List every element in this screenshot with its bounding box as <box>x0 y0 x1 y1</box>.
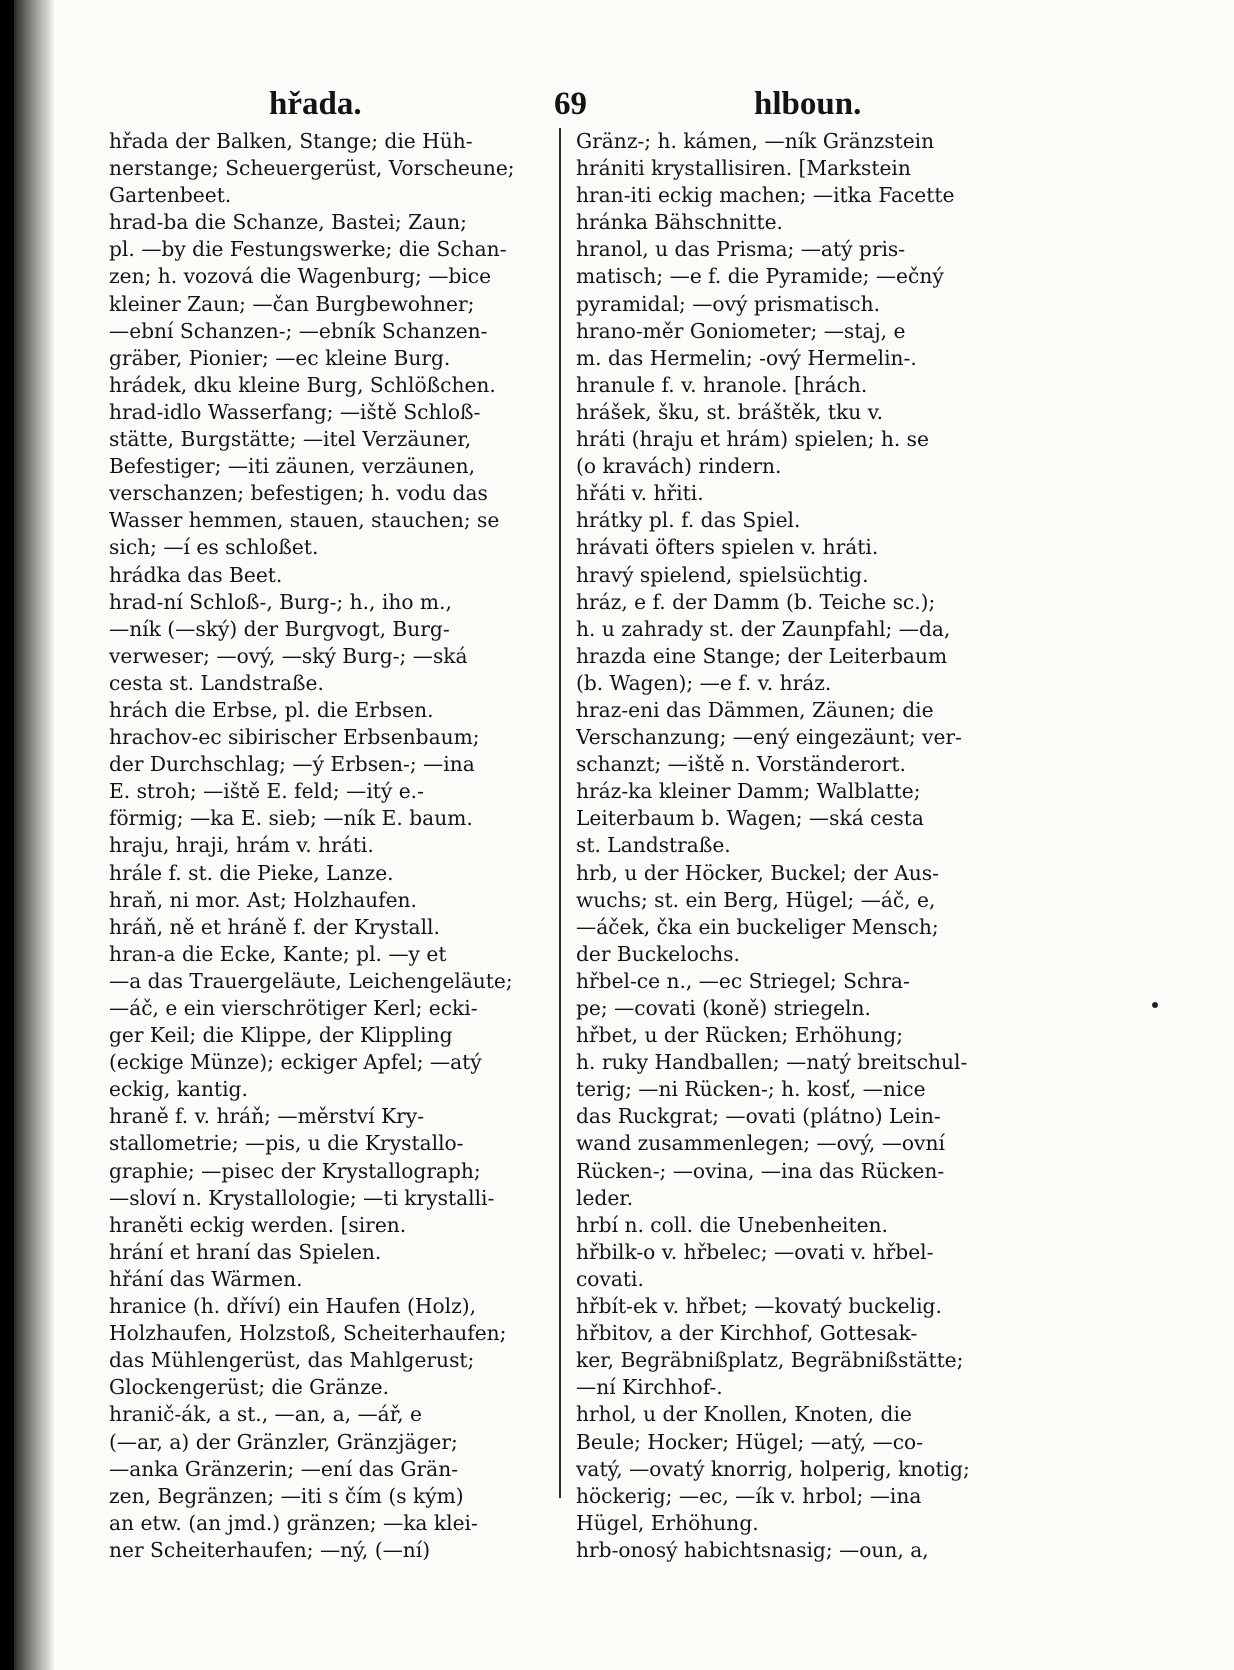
dictionary-line: nerstange; Scheuergerüst, Vorscheune; <box>109 156 515 181</box>
dictionary-line: das Mühlengerüst, das Mahlgerust; <box>109 1348 475 1373</box>
dictionary-line: stätte, Burgstätte; —itel Verzäuner, <box>109 427 472 452</box>
dictionary-line: hřáti v. hřiti. <box>576 481 704 506</box>
dictionary-line: hranule f. v. hranole. [hrách. <box>576 372 868 397</box>
dictionary-line: Rücken-; —ovina, —ina das Rücken- <box>576 1158 945 1183</box>
dictionary-line: ger Keil; die Klippe, der Klippling <box>109 1023 453 1048</box>
dictionary-line: h. ruky Handballen; —natý breitschul- <box>576 1050 968 1075</box>
dictionary-line: hráti (hraju et hrám) spielen; h. se <box>576 427 929 452</box>
dictionary-line: hrachov-ec sibirischer Erbsenbaum; <box>109 725 480 750</box>
left-column <box>109 128 549 1564</box>
dictionary-line: hrátky pl. f. das Spiel. <box>576 508 801 533</box>
dictionary-line: Glockengerüst; die Gränze. <box>109 1375 389 1400</box>
dictionary-line: pyramidal; —ový prismatisch. <box>576 291 881 316</box>
dictionary-line: Gartenbeet. <box>109 183 232 208</box>
dictionary-line: Hügel, Erhöhung. <box>576 1510 759 1535</box>
dictionary-line: hřbitov, a der Kirchhof, Gottesak- <box>576 1321 918 1346</box>
dictionary-line: verschanzen; befestigen; h. vodu das <box>109 481 488 506</box>
dictionary-page <box>14 0 1234 1670</box>
dictionary-line: hrano-měr Goniometer; —staj, e <box>576 318 906 343</box>
dictionary-line: eckig, kantig. <box>109 1077 248 1102</box>
dictionary-line: terig; —ni Rücken-; h. kosť, —nice <box>576 1077 926 1102</box>
dictionary-line: (b. Wagen); —e f. v. hráz. <box>576 670 832 695</box>
dictionary-line: pl. —by die Festungswerke; die Schan- <box>109 237 507 262</box>
dictionary-line: förmig; —ka E. sieb; —ník E. baum. <box>109 806 473 831</box>
dictionary-line: hrbí n. coll. die Unebenheiten. <box>576 1212 888 1237</box>
dictionary-line: ker, Begräbnißplatz, Begräbnißstätte; <box>576 1348 964 1373</box>
dictionary-line: hrhol, u der Knollen, Knoten, die <box>576 1402 912 1427</box>
dictionary-line: hran-iti eckig machen; —itka Facette <box>576 183 955 208</box>
dictionary-line: hrášek, šku, st. bráštěk, tku v. <box>576 399 884 424</box>
dictionary-line: hranič-ák, a st., —an, a, —ář, e <box>109 1402 422 1427</box>
dictionary-line: —áč, e ein vierschrötiger Kerl; ecki- <box>109 996 478 1020</box>
dictionary-line: hřbilk-o v. hřbelec; —ovati v. hřbel- <box>576 1239 934 1264</box>
dictionary-line: Leiterbaum b. Wagen; —ská cesta <box>576 806 924 831</box>
dictionary-line: hřbel-ce n., —ec Striegel; Schra- <box>576 968 910 993</box>
dictionary-line: hřání das Wärmen. <box>109 1266 303 1291</box>
dictionary-line: gräber, Pionier; —ec kleine Burg. <box>109 345 451 370</box>
dictionary-line: hřbít-ek v. hřbet; —kovatý buckelig. <box>576 1294 942 1319</box>
dictionary-line: hráz, e f. der Damm (b. Teiche sc.); <box>576 589 936 614</box>
dictionary-line: hranice (h. dříví) ein Haufen (Holz), <box>109 1294 477 1319</box>
dictionary-line: h. u zahrady st. der Zaunpfahl; —da, <box>576 616 951 641</box>
dictionary-line: hraň, ni mor. Ast; Holzhaufen. <box>109 887 417 912</box>
dictionary-line: —sloví n. Krystallologie; —ti krystalli- <box>109 1185 495 1210</box>
dictionary-line: hřada der Balken, Stange; die Hüh- <box>109 129 473 153</box>
dictionary-line: verweser; —ový, —ský Burg-; —ská <box>109 643 468 668</box>
dictionary-line: hrádka das Beet. <box>109 562 283 587</box>
dictionary-line: hraju, hraji, hrám v. hráti. <box>109 833 374 858</box>
dictionary-line: zen, Begränzen; —iti s čím (s kým) <box>109 1483 464 1508</box>
dictionary-line: hrazda eine Stange; der Leiterbaum <box>576 643 948 668</box>
dictionary-line: hrad-ní Schloß-, Burg-; h., iho m., <box>109 589 452 614</box>
dictionary-line: (eckige Münze); eckiger Apfel; —atý <box>109 1050 482 1075</box>
right-column <box>576 128 1046 1564</box>
dictionary-line: Gränz-; h. kámen, —ník Gränzstein <box>576 129 935 153</box>
page-header <box>14 80 1234 130</box>
dictionary-line: leder. <box>576 1185 634 1210</box>
dictionary-line: —áček, čka ein buckeliger Mensch; <box>576 914 939 939</box>
dictionary-line: zen; h. vozová die Wagenburg; —bice <box>109 264 492 289</box>
page-number: 69 <box>554 86 587 122</box>
book-spine-shadow <box>14 0 54 1670</box>
dictionary-line: —a das Trauergeläute, Leichengeläute; <box>109 968 513 993</box>
dictionary-line: an etw. (an jmd.) gränzen; —ka klei- <box>109 1510 478 1535</box>
dictionary-line: hrad-idlo Wasserfang; —iště Schloß- <box>109 399 481 424</box>
dictionary-line: der Buckelochs. <box>576 941 740 966</box>
dictionary-line: m. das Hermelin; -ový Hermelin-. <box>576 345 917 370</box>
dictionary-line: (o kravách) rindern. <box>576 454 782 479</box>
dictionary-line: hrále f. st. die Pieke, Lanze. <box>109 860 394 885</box>
dictionary-line: matisch; —e f. die Pyramide; —ečný <box>576 264 944 289</box>
dictionary-line: cesta st. Landstraße. <box>109 670 324 695</box>
dictionary-line: höckerig; —ec, —ík v. hrbol; —ina <box>576 1483 922 1508</box>
dictionary-line: Befestiger; —iti zäunen, verzäunen, <box>109 454 475 479</box>
dictionary-line: hravý spielend, spielsüchtig. <box>576 562 869 587</box>
dictionary-line: kleiner Zaun; —čan Burgbewohner; <box>109 291 475 316</box>
dictionary-line: hraně f. v. hráň; —měrství Kry- <box>109 1104 425 1129</box>
dictionary-line: hraz-eni das Dämmen, Zäunen; die <box>576 697 934 722</box>
dictionary-line: Verschanzung; —ený eingezäunt; ver- <box>576 725 962 750</box>
dictionary-line: Holzhaufen, Holzstoß, Scheiterhaufen; <box>109 1321 507 1346</box>
dictionary-line: hrad-ba die Schanze, Bastei; Zaun; <box>109 210 467 235</box>
dictionary-line: der Durchschlag; —ý Erbsen-; —ina <box>109 752 475 777</box>
dictionary-line: hrániti krystallisiren. [Markstein <box>576 156 911 181</box>
dictionary-line: hrádek, dku kleine Burg, Schlößchen. <box>109 372 496 397</box>
dictionary-line: —ník (—ský) der Burgvogt, Burg- <box>109 616 450 641</box>
dictionary-line: —ební Schanzen-; —ebník Schanzen- <box>109 318 488 343</box>
dictionary-line: hráz-ka kleiner Damm; Walblatte; <box>576 779 921 804</box>
dictionary-line: hránka Bähschnitte. <box>576 210 783 235</box>
dictionary-line: hrání et hraní das Spielen. <box>109 1239 382 1264</box>
dictionary-line: hraněti eckig werden. [siren. <box>109 1212 407 1237</box>
dictionary-line: hran-a die Ecke, Kante; pl. —y et <box>109 941 447 966</box>
column-divider <box>559 128 561 1498</box>
header-first-entry: hřada. <box>269 86 362 122</box>
dictionary-line: hrb-onosý habichtsnasig; —oun, a, <box>576 1537 929 1562</box>
dictionary-line: sich; —í es schloßet. <box>109 535 319 560</box>
dictionary-line: wuchs; st. ein Berg, Hügel; —áč, e, <box>576 887 936 912</box>
dictionary-line: E. stroh; —iště E. feld; —itý e.- <box>109 779 424 804</box>
dictionary-line: hrách die Erbse, pl. die Erbsen. <box>109 697 434 722</box>
dictionary-line: pe; —covati (koně) striegeln. <box>576 996 871 1020</box>
dictionary-line: das Ruckgrat; —ovati (plátno) Lein- <box>576 1104 941 1129</box>
dictionary-line: graphie; —pisec der Krystallograph; <box>109 1158 481 1183</box>
dictionary-line: hrávati öfters spielen v. hráti. <box>576 535 879 560</box>
dictionary-line: Beule; Hocker; Hügel; —atý, —co- <box>576 1429 924 1454</box>
dictionary-line: hranol, u das Prisma; —atý pris- <box>576 237 906 262</box>
dictionary-line: ner Scheiterhaufen; —ný, (—ní) <box>109 1537 431 1562</box>
header-last-entry: hlboun. <box>754 86 862 122</box>
dictionary-line: —ní Kirchhof-. <box>576 1375 723 1400</box>
dictionary-line: hřbet, u der Rücken; Erhöhung; <box>576 1023 904 1048</box>
dictionary-line: (—ar, a) der Gränzler, Gränzjäger; <box>109 1429 458 1454</box>
dictionary-line: st. Landstraße. <box>576 833 731 858</box>
dictionary-line: stallometrie; —pis, u die Krystallo- <box>109 1131 464 1156</box>
ink-speck <box>1152 1002 1158 1008</box>
dictionary-line: hrb, u der Höcker, Buckel; der Aus- <box>576 860 939 885</box>
dictionary-line: schanzt; —iště n. Vorständerort. <box>576 752 906 777</box>
dictionary-line: wand zusammenlegen; —ový, —ovní <box>576 1131 945 1156</box>
dictionary-line: covati. <box>576 1266 644 1291</box>
dictionary-line: —anka Gränzerin; —ení das Grän- <box>109 1456 459 1481</box>
dictionary-line: vatý, —ovatý knorrig, holperig, knotig; <box>576 1456 970 1481</box>
dictionary-line: hráň, ně et hráně f. der Krystall. <box>109 914 440 939</box>
dictionary-line: Wasser hemmen, stauen, stauchen; se <box>109 508 500 533</box>
